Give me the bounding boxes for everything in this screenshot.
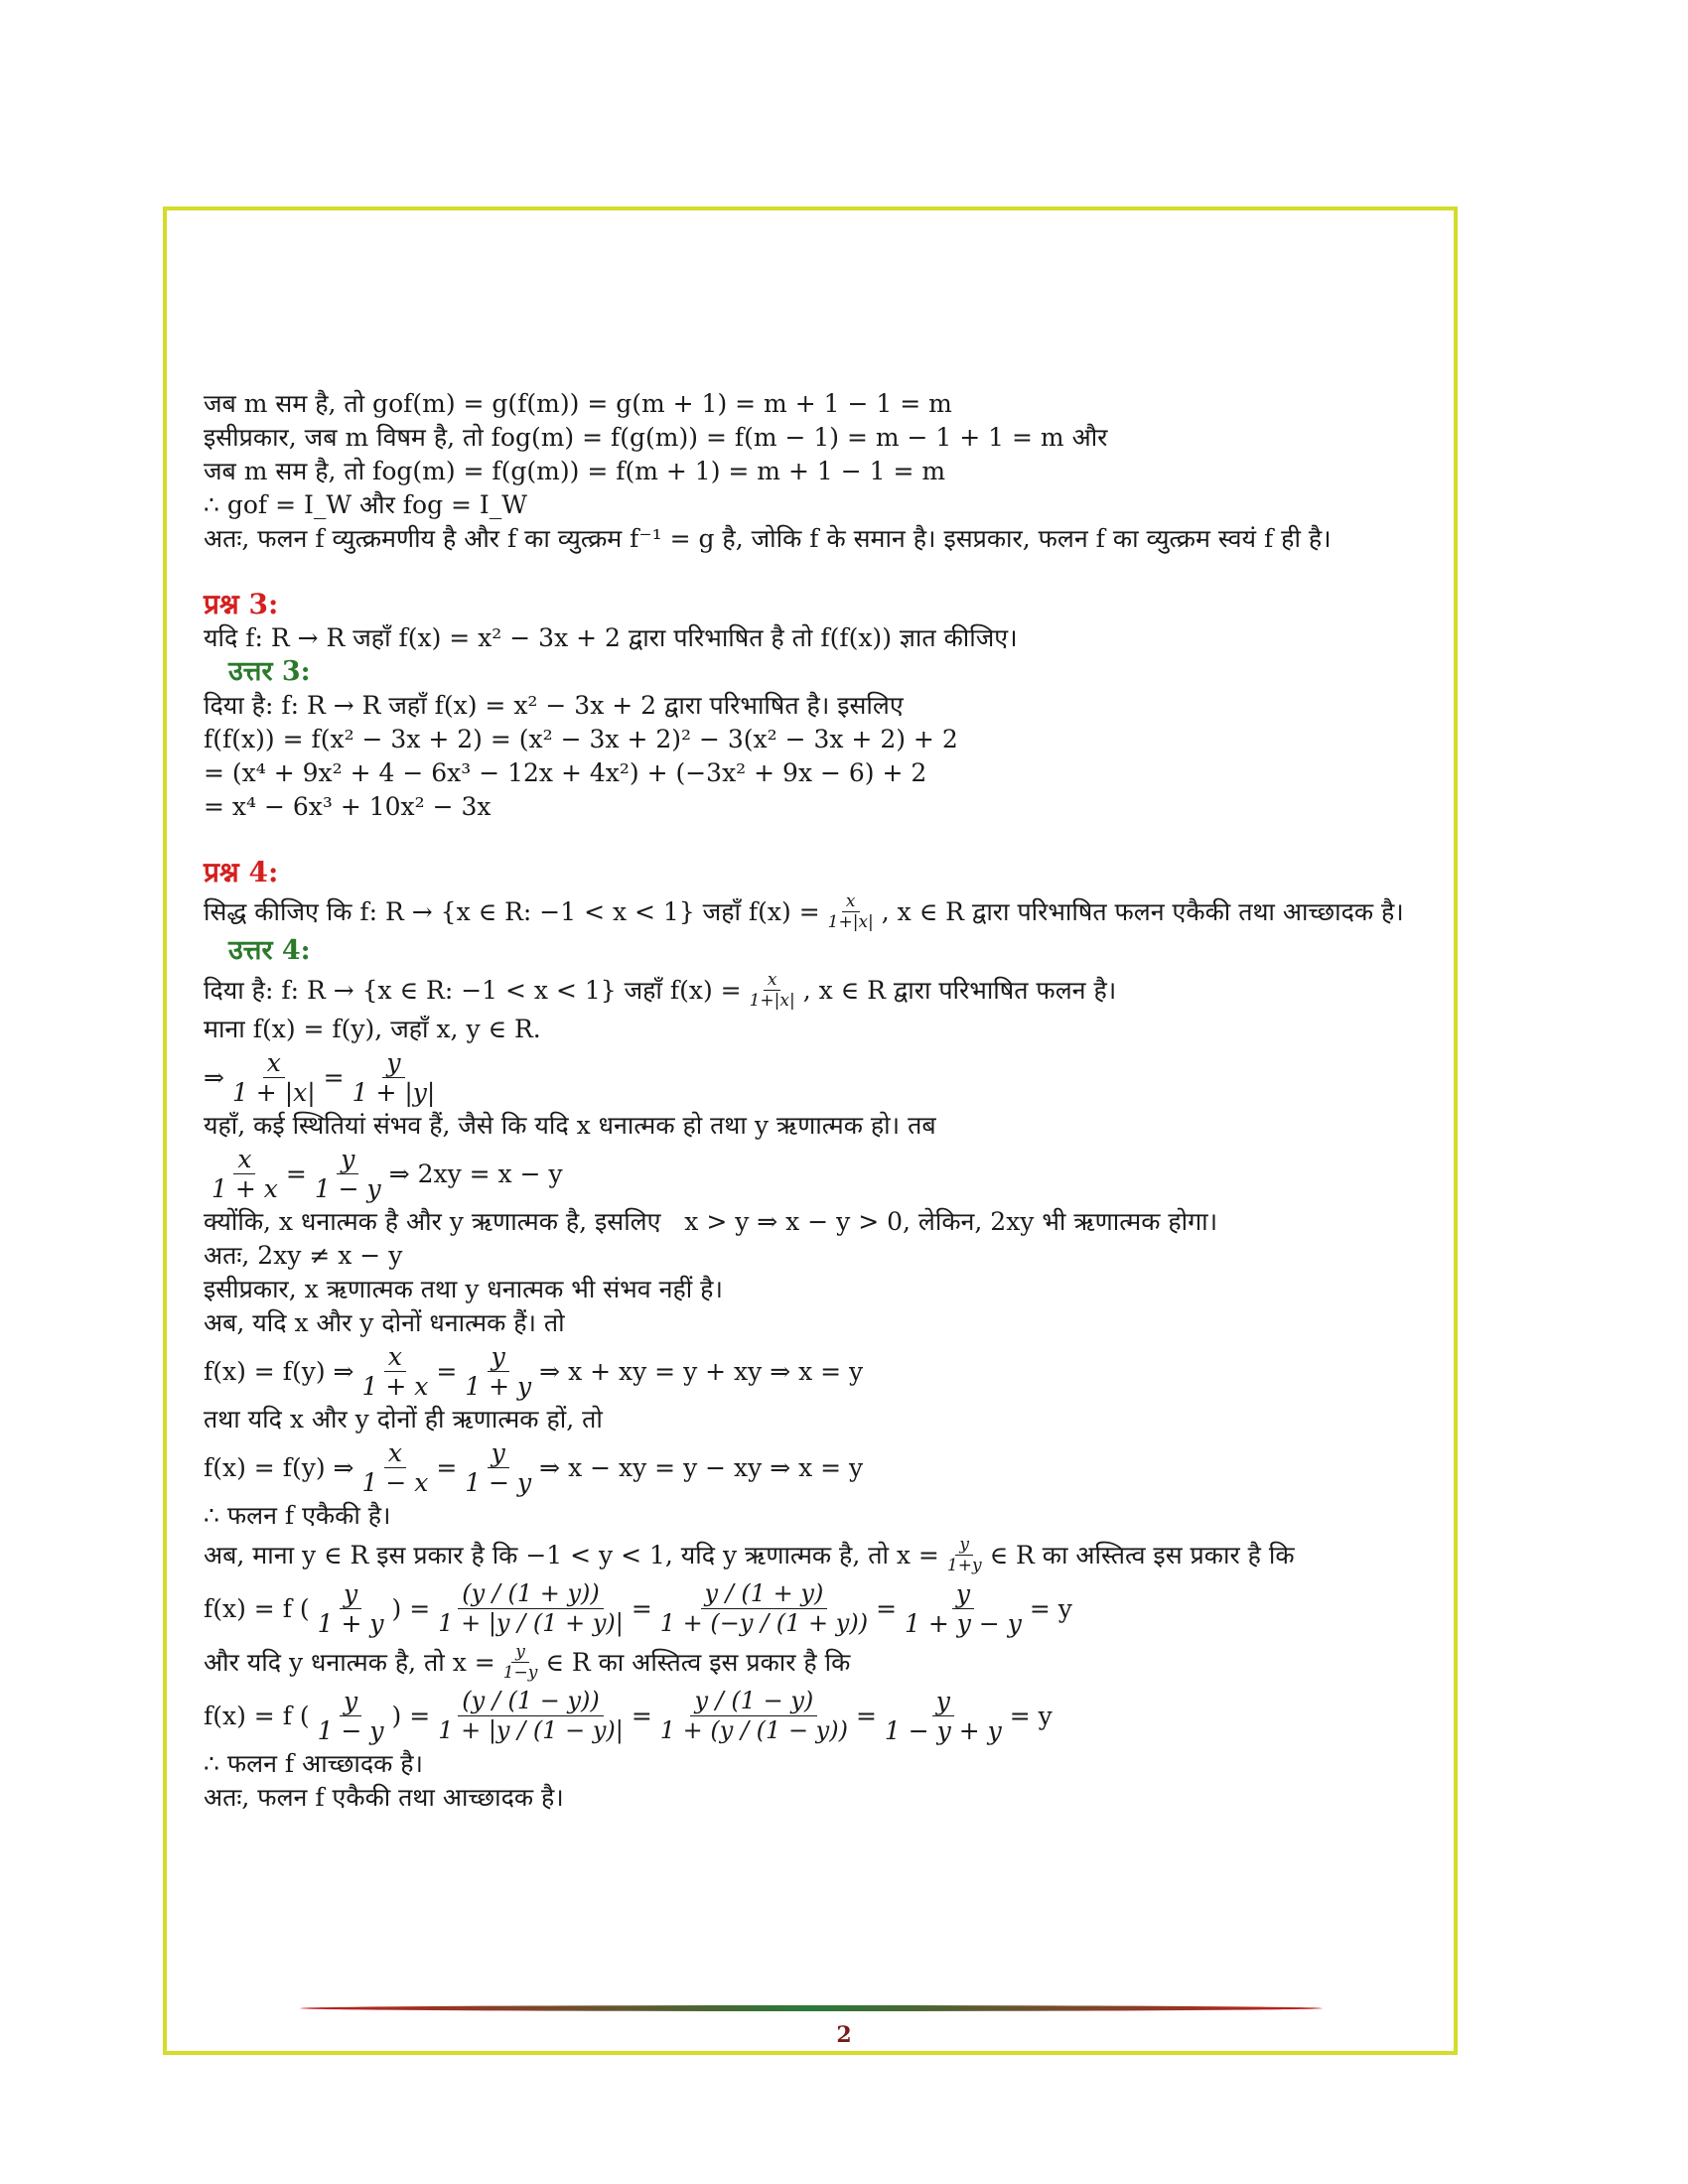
fraction — [434, 1579, 628, 1638]
fraction — [656, 1579, 872, 1638]
text-segment: प्रश्न 3: — [204, 588, 279, 620]
text-segment: दिया है: f: R → {x ∈ R: −1 < x < 1} जहाँ f(x) = — [204, 975, 742, 1005]
text-line — [204, 1241, 1435, 1271]
fraction-denominator: 1 + (−y / (1 + y)) — [659, 1609, 869, 1637]
text-segment: इसीप्रकार, जब m विषम है, तो fog(m) = f(g(m)) = f(m − 1) = m − 1 + 1 = m और — [204, 423, 1108, 452]
fraction-numerator: y — [488, 1438, 509, 1468]
fraction — [881, 1687, 1006, 1745]
text-segment: अब, माना y ∈ R इस प्रकार है कि −1 < y < 1, यदि y ऋणात्मक है, तो x = — [204, 1540, 939, 1570]
text-line — [204, 1783, 1435, 1813]
fraction-numerator: x — [384, 1438, 406, 1468]
text-line — [204, 1535, 1435, 1575]
fraction-numerator: y — [511, 1642, 529, 1663]
text-line — [204, 623, 1435, 653]
text-segment: f(x) = f ( — [204, 1701, 310, 1730]
fraction-denominator: 1 + x — [361, 1372, 429, 1401]
text-line — [204, 1048, 1435, 1107]
text-line — [204, 1501, 1435, 1531]
text-segment: , x ∈ R द्वारा परिभाषित फलन एकैकी तथा आच्छादक है। — [881, 896, 1404, 926]
fraction-denominator: 1 + y − y — [905, 1609, 1022, 1638]
text-line — [204, 1111, 1435, 1141]
fraction-numerator: y / (1 + y) — [701, 1579, 828, 1609]
text-segment: ∈ R का अस्तित्व इस प्रकार है कि — [989, 1540, 1295, 1570]
text-line — [204, 1438, 1435, 1497]
text-line — [204, 970, 1435, 1011]
text-segment: अतः, फलन f एकैकी तथा आच्छादक है। — [204, 1783, 564, 1812]
fraction — [314, 1579, 388, 1638]
fraction-denominator: 1 + |y| — [352, 1078, 436, 1107]
text-segment: अब, यदि x और y दोनों धनात्मक हैं। तो — [204, 1308, 565, 1337]
fraction — [228, 1048, 320, 1107]
text-segment: = — [855, 1701, 877, 1730]
text-segment: f(x) = f(y) ⇒ — [204, 1452, 354, 1482]
text-line — [204, 792, 1435, 822]
text-line — [204, 1207, 1435, 1237]
fraction-numerator: x — [842, 891, 860, 912]
fraction-numerator: x — [764, 970, 781, 991]
text-segment: = x⁴ − 6x³ + 10x² − 3x — [204, 792, 492, 821]
fraction — [311, 1145, 385, 1203]
fraction — [943, 1535, 986, 1575]
text-line — [204, 490, 1435, 520]
text-segment: = — [285, 1159, 307, 1188]
fraction — [434, 1687, 628, 1745]
text-segment: f(x) = f ( — [204, 1593, 310, 1623]
text-segment: , x ∈ R द्वारा परिभाषित फलन है। — [802, 975, 1117, 1005]
fraction — [499, 1642, 542, 1683]
text-segment: अतः, फलन f व्युत्क्रमणीय है और f का व्युत्क्रम f⁻¹ = g है, जोकि f के समान है। इसप्रकार, फलन f का व्युत्क्रम स्वयं f ही है। — [204, 524, 1332, 553]
fraction-denominator: 1 + (y / (1 − y)) — [659, 1716, 848, 1744]
text-line — [204, 1308, 1435, 1338]
text-line — [204, 1579, 1435, 1638]
text-line — [204, 725, 1435, 754]
fraction-denominator: 1−y — [502, 1663, 538, 1683]
fraction — [349, 1048, 440, 1107]
fraction-denominator: 1 + |x| — [231, 1078, 316, 1107]
fraction-denominator: 1 − y — [317, 1716, 384, 1745]
page-number: 2 — [836, 2022, 852, 2048]
fraction-denominator: 1 + x — [211, 1174, 278, 1203]
text-line — [204, 1749, 1435, 1779]
text-segment: = (x⁴ + 9x² + 4 − 6x³ − 12x + 4x²) + (−3x² + 9x − 6) + 2 — [204, 758, 927, 787]
question-heading — [204, 590, 1435, 619]
text-segment: ⇒ 2xy = x − y — [388, 1159, 563, 1188]
fraction-numerator: y — [340, 1579, 361, 1609]
text-segment: = — [631, 1593, 652, 1623]
fraction-denominator: 1+|x| — [827, 912, 874, 932]
text-segment: दिया है: f: R → R जहाँ f(x) = x² − 3x + 2 द्वारा परिभाषित है। इसलिए — [204, 691, 904, 720]
answer-heading — [228, 657, 1435, 687]
text-segment: = — [436, 1452, 458, 1482]
fraction-numerator: y / (1 − y) — [690, 1687, 817, 1716]
text-segment: ) = — [391, 1593, 431, 1623]
text-segment: ∴ फलन f आच्छादक है। — [204, 1749, 424, 1778]
text-segment: यहाँ, कई स्थितियां संभव हैं, जैसे कि यदि x धनात्मक हो तथा y ऋणात्मक हो। तब — [204, 1111, 936, 1140]
text-segment: यदि f: R → R जहाँ f(x) = x² − 3x + 2 द्वारा परिभाषित है तो f(f(x)) ज्ञात कीजिए। — [204, 623, 1018, 652]
fraction-denominator: 1 + |y / (1 − y)| — [438, 1716, 624, 1744]
text-line — [204, 423, 1435, 453]
text-line — [204, 1642, 1435, 1683]
fraction — [746, 970, 799, 1011]
fraction — [314, 1687, 388, 1745]
text-segment: ⇒ x + xy = y + xy ⇒ x = y — [539, 1356, 864, 1386]
text-segment: अतः, 2xy ≠ x − y — [204, 1241, 403, 1270]
text-line — [204, 1275, 1435, 1304]
text-line — [204, 758, 1435, 788]
fraction-numerator: x — [263, 1048, 285, 1078]
fraction-numerator: (y / (1 − y)) — [458, 1687, 604, 1716]
fraction-numerator: y — [337, 1145, 358, 1174]
text-line — [204, 691, 1435, 721]
text-segment: माना f(x) = f(y), जहाँ x, y ∈ R. — [204, 1015, 541, 1043]
fraction — [656, 1687, 852, 1745]
fraction-denominator: 1 − y — [465, 1468, 532, 1497]
text-segment: तथा यदि x और y दोनों ही ऋणात्मक हों, तो — [204, 1405, 603, 1433]
fraction — [357, 1342, 432, 1401]
text-line — [204, 457, 1435, 486]
text-segment: प्रश्न 4: — [204, 856, 279, 888]
text-line — [204, 1342, 1435, 1401]
text-segment: ⇒ x − xy = y − xy ⇒ x = y — [539, 1452, 864, 1482]
document-body — [204, 385, 1435, 1813]
text-segment: = — [323, 1062, 345, 1092]
text-line — [204, 1145, 1435, 1203]
text-segment: जब m सम है, तो gof(m) = g(f(m)) = g(m + 1) = m + 1 − 1 = m — [204, 389, 952, 418]
footer-divider — [300, 2005, 1323, 2011]
text-segment: और यदि y धनात्मक है, तो x = — [204, 1647, 495, 1677]
text-segment: ∈ R का अस्तित्व इस प्रकार है कि — [545, 1647, 851, 1677]
fraction — [824, 891, 878, 932]
fraction — [461, 1342, 535, 1401]
text-segment: = — [876, 1593, 898, 1623]
fraction-denominator: 1 + y — [317, 1609, 384, 1638]
text-segment: सिद्ध कीजिए कि f: R → {x ∈ R: −1 < x < 1} जहाँ f(x) = — [204, 896, 820, 926]
fraction — [208, 1145, 282, 1203]
fraction-numerator: y — [955, 1535, 973, 1556]
text-segment: क्योंकि, x धनात्मक है और y ऋणात्मक है, इसलिए x > y ⇒ x − y > 0, लेकिन, 2xy भी ऋणात्मक होगा। — [204, 1207, 1218, 1236]
text-line — [204, 891, 1435, 932]
text-segment: जब m सम है, तो fog(m) = f(g(m)) = f(m + 1) = m + 1 − 1 = m — [204, 457, 946, 485]
text-segment: ∴ gof = I_W और fog = I_W — [204, 490, 527, 519]
text-segment: = — [631, 1701, 652, 1730]
fraction-numerator: y — [382, 1048, 404, 1078]
text-line — [204, 1687, 1435, 1745]
text-segment: = y — [1009, 1701, 1053, 1730]
text-segment: ∴ फलन f एकैकी है। — [204, 1501, 391, 1530]
fraction-denominator: 1+y — [946, 1556, 982, 1575]
text-segment: = y — [1029, 1593, 1072, 1623]
fraction-denominator: 1 − x — [361, 1468, 429, 1497]
text-segment: f(x) = f(y) ⇒ — [204, 1356, 354, 1386]
fraction-numerator: (y / (1 + y)) — [458, 1579, 604, 1609]
fraction-numerator: x — [384, 1342, 406, 1372]
fraction-numerator: y — [952, 1579, 974, 1609]
fraction-numerator: x — [233, 1145, 255, 1174]
text-line — [204, 389, 1435, 419]
text-segment: = — [436, 1356, 458, 1386]
text-line — [204, 1015, 1435, 1044]
question-heading — [204, 858, 1435, 887]
fraction — [901, 1579, 1026, 1638]
fraction-numerator: y — [488, 1342, 509, 1372]
text-segment: उत्तर 3: — [228, 656, 311, 687]
text-line — [204, 524, 1435, 554]
text-segment: इसीप्रकार, x ऋणात्मक तथा y धनात्मक भी संभव नहीं है। — [204, 1275, 723, 1303]
fraction-denominator: 1 − y + y — [884, 1716, 1002, 1745]
fraction — [461, 1438, 535, 1497]
text-segment: ⇒ — [204, 1062, 224, 1092]
text-segment: उत्तर 4: — [228, 935, 311, 966]
text-segment: f(f(x)) = f(x² − 3x + 2) = (x² − 3x + 2)² − 3(x² − 3x + 2) + 2 — [204, 725, 958, 753]
text-line — [204, 1405, 1435, 1434]
fraction-denominator: 1 + y — [465, 1372, 532, 1401]
answer-heading — [228, 936, 1435, 966]
fraction-denominator: 1 − y — [314, 1174, 381, 1203]
fraction — [357, 1438, 432, 1497]
fraction-denominator: 1 + |y / (1 + y)| — [438, 1609, 624, 1637]
fraction-numerator: y — [932, 1687, 954, 1716]
fraction-denominator: 1+|x| — [749, 991, 795, 1011]
fraction-numerator: y — [340, 1687, 361, 1716]
text-segment: ) = — [391, 1701, 431, 1730]
